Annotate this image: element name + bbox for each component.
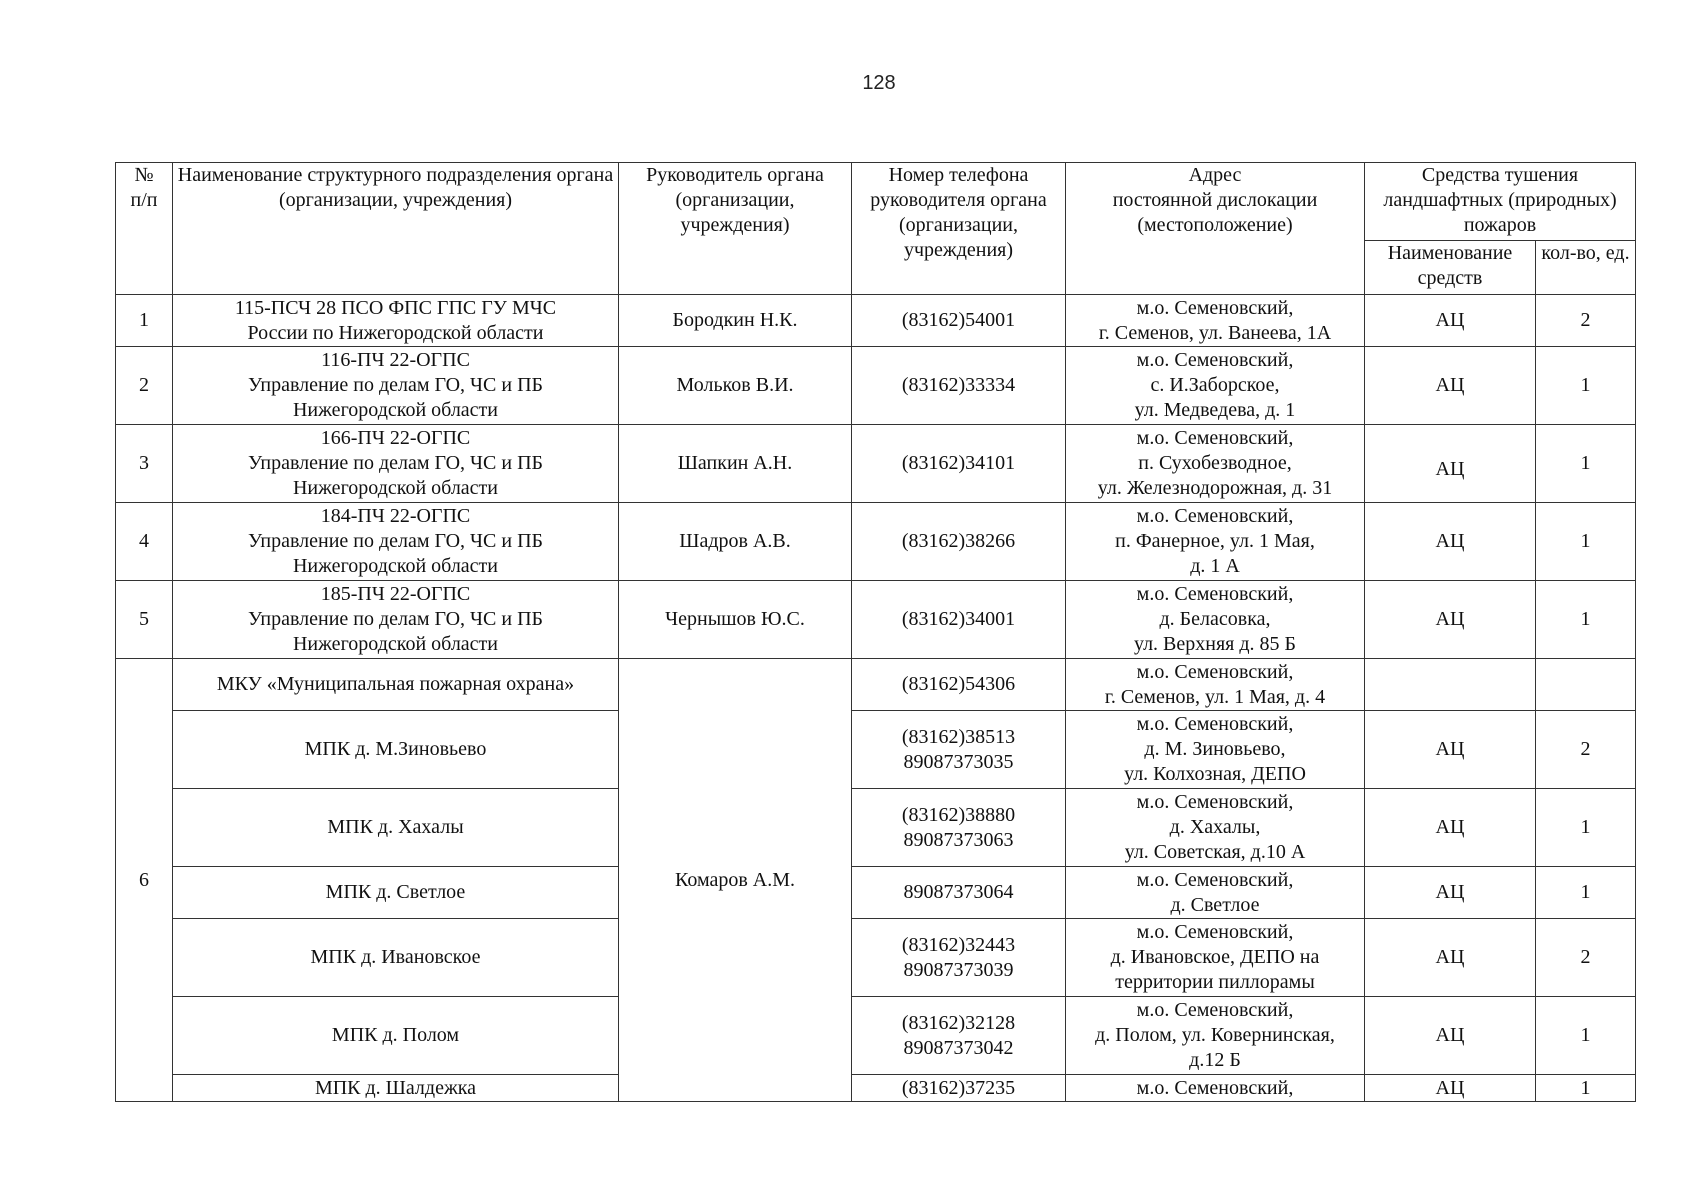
cell-phone: (83162)32128 89087373042 [852, 997, 1066, 1075]
header-name: Наименование структурного подразделения органа (организации, учреждения) [173, 163, 619, 295]
cell-means: АЦ [1365, 503, 1536, 581]
page-number: 128 [862, 72, 896, 94]
cell-means: АЦ [1365, 711, 1536, 789]
cell-address: м.о. Семеновский, д. М. Зиновьево, ул. Колхозная, ДЕПО [1066, 711, 1365, 789]
cell-name: 115-ПСЧ 28 ПСО ФПС ГПС ГУ МЧС России по Нижегородской области [173, 295, 619, 347]
table-row [116, 425, 1636, 503]
table-row [116, 295, 1636, 347]
cell-qty: 2 [1536, 919, 1636, 997]
cell-name: МПК д. Хахалы [173, 789, 619, 867]
cell-address: м.о. Семеновский, п. Сухобезводное, ул. Железнодорожная, д. 31 [1066, 425, 1365, 503]
header-head: Руководитель органа (организации, учреждения) [619, 163, 852, 295]
cell-qty: 1 [1536, 581, 1636, 659]
table-row [116, 997, 1636, 1075]
cell-name: 116-ПЧ 22-ОГПС Управление по делам ГО, ЧС и ПБ Нижегородской области [173, 347, 619, 425]
cell-means [1365, 659, 1536, 711]
cell-address: м.о. Семеновский, г. Семенов, ул. 1 Мая, д. 4 [1066, 659, 1365, 711]
cell-name: 166-ПЧ 22-ОГПС Управление по делам ГО, ЧС и ПБ Нижегородской области [173, 425, 619, 503]
cell-num: 2 [116, 347, 173, 425]
header-means-name: Наименование средств [1365, 241, 1536, 295]
cell-means: АЦ [1365, 425, 1536, 503]
cell-address: м.о. Семеновский, д. Светлое [1066, 867, 1365, 919]
cell-name: МКУ «Муниципальная пожарная охрана» [173, 659, 619, 711]
cell-phone: (83162)38880 89087373063 [852, 789, 1066, 867]
cell-num: 4 [116, 503, 173, 581]
cell-qty: 1 [1536, 789, 1636, 867]
cell-name: МПК д. Полом [173, 997, 619, 1075]
cell-means: АЦ [1365, 347, 1536, 425]
cell-phone: (83162)33334 [852, 347, 1066, 425]
header-means: Средства тушения ландшафтных (природных) пожаров [1365, 163, 1636, 241]
cell-phone: (83162)37235 [852, 1075, 1066, 1102]
cell-head: Шадров А.В. [619, 503, 852, 581]
cell-name: 184-ПЧ 22-ОГПС Управление по делам ГО, ЧС и ПБ Нижегородской области [173, 503, 619, 581]
table-row [116, 919, 1636, 997]
cell-means: АЦ [1365, 295, 1536, 347]
cell-qty: 2 [1536, 295, 1636, 347]
table-row [116, 1075, 1636, 1102]
cell-address: м.о. Семеновский, п. Фанерное, ул. 1 Мая, д. 1 А [1066, 503, 1365, 581]
cell-head: Бородкин Н.К. [619, 295, 852, 347]
cell-phone: (83162)54306 [852, 659, 1066, 711]
cell-means: АЦ [1365, 997, 1536, 1075]
cell-address: м.о. Семеновский, г. Семенов, ул. Ванеева, 1А [1066, 295, 1365, 347]
cell-means: АЦ [1365, 919, 1536, 997]
cell-num: 5 [116, 581, 173, 659]
fire-units-table [115, 162, 1636, 1102]
cell-address: м.о. Семеновский, д. Хахалы, ул. Советская, д.10 А [1066, 789, 1365, 867]
cell-address: м.о. Семеновский, с. И.Заборское, ул. Медведева, д. 1 [1066, 347, 1365, 425]
cell-means: АЦ [1365, 867, 1536, 919]
header-means-qty: кол-во, ед. [1536, 241, 1636, 295]
cell-means: АЦ [1365, 1075, 1536, 1102]
cell-qty: 1 [1536, 867, 1636, 919]
cell-num: 6 [116, 659, 173, 1102]
cell-name: МПК д. Ивановское [173, 919, 619, 997]
cell-num: 1 [116, 295, 173, 347]
cell-head: Шапкин А.Н. [619, 425, 852, 503]
table-row [116, 867, 1636, 919]
cell-phone: (83162)32443 89087373039 [852, 919, 1066, 997]
cell-qty: 1 [1536, 997, 1636, 1075]
cell-phone: (83162)54001 [852, 295, 1066, 347]
table-row [116, 347, 1636, 425]
cell-phone: (83162)34101 [852, 425, 1066, 503]
cell-qty: 1 [1536, 1075, 1636, 1102]
cell-address: м.о. Семеновский, д. Беласовка, ул. Верхняя д. 85 Б [1066, 581, 1365, 659]
cell-qty: 2 [1536, 711, 1636, 789]
header-address: Адрес постоянной дислокации (местоположение) [1066, 163, 1365, 295]
cell-head: Чернышов Ю.С. [619, 581, 852, 659]
cell-qty [1536, 659, 1636, 711]
cell-qty: 1 [1536, 347, 1636, 425]
cell-qty: 1 [1536, 425, 1636, 503]
table-row [116, 711, 1636, 789]
cell-means: АЦ [1365, 581, 1536, 659]
cell-phone: 89087373064 [852, 867, 1066, 919]
cell-phone: (83162)38513 89087373035 [852, 711, 1066, 789]
table-row [116, 503, 1636, 581]
cell-name: МПК д. М.Зиновьево [173, 711, 619, 789]
cell-num: 3 [116, 425, 173, 503]
cell-head: Комаров А.М. [619, 659, 852, 1102]
cell-name: МПК д. Светлое [173, 867, 619, 919]
header-phone: Номер телефона руководителя органа (организации, учреждения) [852, 163, 1066, 295]
cell-address: м.о. Семеновский, [1066, 1075, 1365, 1102]
cell-means: АЦ [1365, 789, 1536, 867]
table-row [116, 789, 1636, 867]
table-row [116, 581, 1636, 659]
table-row [116, 659, 1636, 711]
cell-phone: (83162)38266 [852, 503, 1066, 581]
header-row [116, 163, 1636, 241]
cell-name: МПК д. Шалдежка [173, 1075, 619, 1102]
cell-head: Мольков В.И. [619, 347, 852, 425]
cell-address: м.о. Семеновский, д. Полом, ул. Ковернинская, д.12 Б [1066, 997, 1365, 1075]
cell-qty: 1 [1536, 503, 1636, 581]
cell-phone: (83162)34001 [852, 581, 1066, 659]
cell-name: 185-ПЧ 22-ОГПС Управление по делам ГО, ЧС и ПБ Нижегородской области [173, 581, 619, 659]
header-num: № п/п [116, 163, 173, 295]
cell-address: м.о. Семеновский, д. Ивановское, ДЕПО на территории пиллорамы [1066, 919, 1365, 997]
